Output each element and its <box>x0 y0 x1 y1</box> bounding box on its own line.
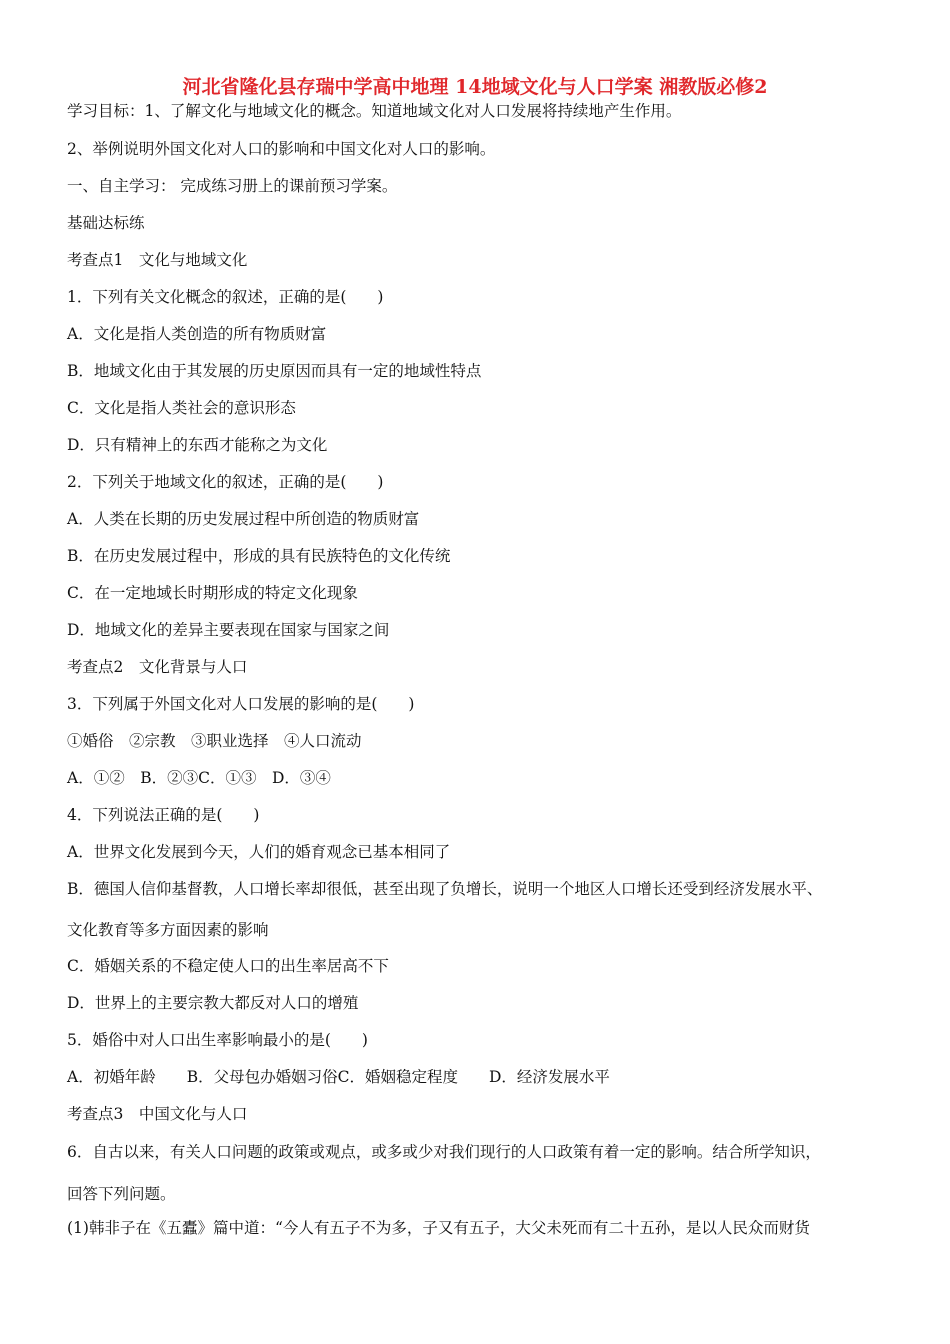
question-6-cont: 回答下列问题。 <box>67 1185 176 1203</box>
q4-option-a: A．世界文化发展到今天，人们的婚育观念已基本相同了 <box>67 843 451 861</box>
q1-option-d: D．只有精神上的东西才能称之为文化 <box>67 436 328 454</box>
question-2: 2．下列关于地域文化的叙述，正确的是( ) <box>67 473 384 491</box>
q1-option-b: B．地域文化由于其发展的历史原因而具有一定的地域性特点 <box>67 362 482 380</box>
question-6-part-1: (1)韩非子在《五蠹》篇中道：“今人有五子不为多，子又有五子，大父未死而有二十五孙，是以人民众而财货 <box>67 1219 810 1237</box>
question-4: 4．下列说法正确的是( ) <box>67 806 260 824</box>
question-3: 3．下列属于外国文化对人口发展的影响的是( ) <box>67 695 415 713</box>
q3-options: A．①② B．②③C．①③ D．③④ <box>67 769 331 787</box>
q2-option-a: A．人类在长期的历史发展过程中所创造的物质财富 <box>67 510 420 528</box>
q5-options: A．初婚年龄 B．父母包办婚姻习俗C．婚姻稳定程度 D．经济发展水平 <box>67 1068 610 1086</box>
q4-option-d: D．世界上的主要宗教大都反对人口的增殖 <box>67 994 359 1012</box>
q2-option-c: C．在一定地域长时期形成的特定文化现象 <box>67 584 358 602</box>
q3-items: ①婚俗 ②宗教 ③职业选择 ④人口流动 <box>67 732 362 750</box>
q4-option-b: B．德国人信仰基督教，人口增长率却很低，甚至出现了负增长，说明一个地区人口增长还受到经济发展水平、 <box>67 880 823 898</box>
exam-point-3: 考查点3 中国文化与人口 <box>67 1105 248 1123</box>
question-5: 5．婚俗中对人口出生率影响最小的是( ) <box>67 1031 368 1049</box>
exam-point-1: 考查点1 文化与地域文化 <box>67 251 248 269</box>
q4-option-c: C．婚姻关系的不稳定使人口的出生率居高不下 <box>67 957 389 975</box>
q2-option-b: B．在历史发展过程中，形成的具有民族特色的文化传统 <box>67 547 451 565</box>
learning-objective-1: 学习目标：1、了解文化与地域文化的概念。知道地域文化对人口发展将持续地产生作用。 <box>67 102 682 120</box>
q1-option-a: A．文化是指人类创造的所有物质财富 <box>67 325 327 343</box>
self-study-heading: 一、自主学习： 完成练习册上的课前预习学案。 <box>67 177 398 195</box>
q4-option-b-cont: 文化教育等多方面因素的影响 <box>67 921 269 939</box>
question-6: 6．自古以来，有关人口问题的政策或观点，或多或少对我们现行的人口政策有着一定的影响。结合所学知识， <box>67 1143 821 1161</box>
learning-objective-2: 2、举例说明外国文化对人口的影响和中国文化对人口的影响。 <box>67 140 496 158</box>
section-heading: 基础达标练 <box>67 214 145 232</box>
exam-point-2: 考查点2 文化背景与人口 <box>67 658 248 676</box>
question-1: 1．下列有关文化概念的叙述，正确的是( ) <box>67 288 384 306</box>
q2-option-d: D．地域文化的差异主要表现在国家与国家之间 <box>67 621 390 639</box>
q1-option-c: C．文化是指人类社会的意识形态 <box>67 399 296 417</box>
document-title: 河北省隆化县存瑞中学高中地理 14地域文化与人口学案 湘教版必修2 <box>182 76 768 98</box>
